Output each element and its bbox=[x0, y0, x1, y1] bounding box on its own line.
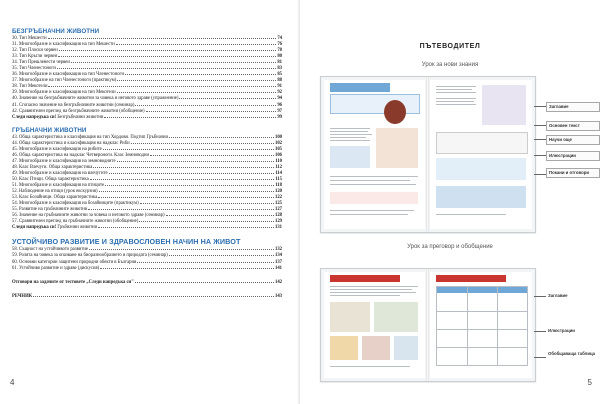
callout-line bbox=[534, 106, 546, 107]
toc-leader-dots bbox=[117, 161, 275, 162]
toc-entry-page: 122 bbox=[274, 195, 282, 201]
toc-entry-number: 51. bbox=[12, 183, 18, 189]
toc-leader-dots bbox=[98, 197, 274, 198]
toc-section-heading: ГРЪБНАЧНИ ЖИВОТНИ bbox=[12, 126, 87, 134]
toc-leader-dots bbox=[105, 185, 274, 186]
toc-leader-dots bbox=[104, 117, 276, 118]
caption-new-knowledge: Урок за нови знания bbox=[421, 62, 479, 68]
toc-leader-dots bbox=[116, 44, 277, 45]
toc-entry-page: 115 bbox=[275, 176, 282, 182]
toc-entry-page: 94 bbox=[277, 96, 282, 102]
toc-entry-page: 110 bbox=[275, 158, 282, 164]
toc-entry-title: Развитие на гръбначните животни bbox=[19, 207, 88, 213]
toc-entry-number: 61. bbox=[12, 265, 18, 271]
toc-entry-page: 112 bbox=[275, 164, 282, 170]
toc-entry-number: 47. bbox=[12, 158, 18, 164]
sample-page-left bbox=[324, 80, 425, 229]
toc-entry-title: Многообразие и класификация на тип Мекотели bbox=[19, 90, 116, 96]
toc-leader-dots bbox=[57, 68, 276, 69]
toc-entry-page: 78 bbox=[277, 48, 282, 54]
toc-entry-title: Тип Прешленести червеи bbox=[19, 60, 70, 66]
toc-leader-dots bbox=[89, 249, 274, 250]
sample-photo-4 bbox=[362, 336, 390, 360]
toc-entry-page: 120 bbox=[274, 189, 282, 195]
toc-entry-number: 35. bbox=[12, 66, 18, 72]
sample-fold bbox=[426, 77, 429, 232]
toc-leader-dots bbox=[103, 149, 274, 150]
toc-entry-title: Тип Членестоноги bbox=[19, 66, 56, 72]
toc-leader-dots bbox=[117, 80, 276, 81]
toc-leader-dots bbox=[135, 282, 274, 283]
toc-entry-number: 38. bbox=[12, 84, 18, 90]
toc-leader-dots bbox=[59, 50, 277, 51]
progress-check-topic: Безгръбначни животни bbox=[57, 114, 104, 120]
sample-spread-new-lesson bbox=[320, 76, 536, 233]
toc-entry-page: 85 bbox=[277, 72, 282, 78]
callout-title-1: Заглавие bbox=[546, 102, 600, 112]
progress-check-label: Следи напредъка си! bbox=[12, 225, 57, 231]
toc-leader-dots bbox=[48, 86, 276, 87]
toc-entry-page: 128 bbox=[274, 213, 282, 219]
sample-photo-5 bbox=[394, 336, 418, 360]
guide-title: ПЪТЕВОДИТЕЛ bbox=[419, 43, 481, 50]
callout-main-text: Основен текст bbox=[546, 121, 600, 131]
toc-entry-title: Устойчиво развитие и здраве (дискусия) bbox=[19, 265, 100, 271]
toc-entry-page: 99 bbox=[277, 114, 282, 120]
toc-entry-title: Обща характеристика на надклас Четвероноги. Клас Земноводни bbox=[19, 152, 150, 158]
toc-leader-dots bbox=[131, 143, 274, 144]
toc-entry-number: 50. bbox=[12, 176, 18, 182]
callout-questions: Покани и отговори bbox=[546, 168, 600, 178]
callout-line bbox=[534, 139, 546, 140]
progress-check-label: Следи напредъка си! bbox=[12, 114, 57, 120]
toc-entry-page: 88 bbox=[277, 78, 282, 84]
toc-entry-title: Тип Мешести bbox=[19, 36, 47, 41]
toc-entry-title: Обща характеристика и класификация на тип Хордови. Подтип Гръбначни bbox=[19, 134, 168, 140]
toc-entry-number: 34. bbox=[12, 60, 18, 66]
sample-questions bbox=[436, 186, 526, 208]
toc-entry-page: 102 bbox=[274, 140, 282, 146]
toc-entry-number: 40. bbox=[12, 96, 18, 102]
toc-entry-title: Клас Бозайници. Обща характеристика bbox=[19, 195, 98, 201]
page-number-left: 4 bbox=[10, 378, 15, 387]
callout-line bbox=[534, 155, 546, 156]
toc-entry-title: Сравнителен преглед на безгръбначните животни (обобщение) bbox=[19, 108, 145, 114]
callout-line bbox=[534, 125, 546, 126]
toc-entry-number: 42. bbox=[12, 108, 18, 114]
toc-entry-title: Клас Влечуги. Обща характеристика bbox=[19, 164, 93, 170]
toc-entry-page: 127 bbox=[274, 207, 282, 213]
toc-section-heading: УСТОЙЧИВО РАЗВИТИЕ И ЗДРАВОСЛОВЕН НАЧИН НА ЖИВОТ bbox=[12, 237, 241, 247]
toc-entry-page: 80 bbox=[277, 54, 282, 60]
toc-entry-title: Многообразие и класификация на птиците bbox=[19, 183, 105, 189]
toc-entry-number: 36. bbox=[12, 72, 18, 78]
toc-entry-number: 33. bbox=[12, 54, 18, 60]
toc-entry-page: 96 bbox=[277, 102, 282, 108]
toc-entry-page: 118 bbox=[275, 183, 282, 189]
toc-leader-dots bbox=[169, 255, 274, 256]
sample-intro-box bbox=[330, 94, 420, 114]
toc-leader-dots bbox=[125, 74, 276, 75]
toc-entry-page: 97 bbox=[277, 108, 282, 114]
toc-entry-page: 137 bbox=[274, 259, 282, 265]
toc-entry-page: 129 bbox=[274, 219, 282, 225]
toc-entry-title: Многообразие на тип Членестоноги (практикум) bbox=[19, 78, 117, 84]
toc-entry-number: 46. bbox=[12, 152, 18, 158]
toc-entry-title: Тип Мекотели bbox=[19, 84, 48, 90]
sample-page-left-2 bbox=[324, 272, 425, 378]
toc-leader-dots bbox=[98, 227, 274, 228]
callout-line bbox=[534, 357, 546, 358]
toc-entry-number: 54. bbox=[12, 201, 18, 207]
toc-section bbox=[12, 28, 282, 121]
toc-leader-dots bbox=[90, 179, 275, 180]
sample-photo-1 bbox=[330, 302, 370, 332]
toc-entry-number: 53. bbox=[12, 195, 18, 201]
sample-spread-review-lesson bbox=[320, 268, 536, 382]
toc-leader-dots bbox=[48, 38, 277, 39]
toc-entry-title: Тип Плоски червеи bbox=[19, 48, 58, 54]
toc-entry-page: 91 bbox=[277, 84, 282, 90]
toc-entry-number: 39. bbox=[12, 90, 18, 96]
sample-title-banner-3 bbox=[436, 275, 506, 282]
callout-illustrations-1: Илюстрации bbox=[546, 151, 600, 161]
toc-entry-page: 143 bbox=[274, 293, 282, 299]
toc-leader-dots bbox=[150, 155, 274, 156]
sample-note bbox=[330, 192, 418, 204]
toc-entry-title: Многообразие и класификация на рибите bbox=[19, 146, 102, 152]
sample-fold-2 bbox=[426, 269, 429, 381]
toc-leader-dots bbox=[137, 262, 274, 263]
toc-entry-page: 83 bbox=[277, 66, 282, 72]
callout-line bbox=[534, 331, 546, 332]
toc-entry-title: Многообразие и класификация на влечугите bbox=[19, 170, 108, 176]
toc-entry-number: 48. bbox=[12, 164, 18, 170]
toc-entry-number: 43. bbox=[12, 134, 18, 140]
toc-glossary[interactable] bbox=[12, 294, 282, 300]
toc-section-heading: БЕЗГРЪБНАЧНИ ЖИВОТНИ bbox=[12, 28, 100, 35]
toc-leader-dots bbox=[93, 167, 274, 168]
toc-entry-number: 52. bbox=[12, 189, 18, 195]
toc-leader-dots bbox=[166, 215, 274, 216]
toc-entry-title: Сравнителен преглед на гръбначните животни (обобщение) bbox=[19, 219, 139, 225]
toc-entry-page: 81 bbox=[277, 60, 282, 66]
toc-entry-page: 131 bbox=[274, 225, 282, 231]
toc-entry-number: 45. bbox=[12, 146, 18, 152]
sample-page-right-2 bbox=[430, 272, 532, 378]
toc-entry-title: Значение на безгръбначните животни за човека и неговото здраве (упражнение) bbox=[19, 96, 179, 102]
toc-entry-page: 132 bbox=[274, 247, 282, 253]
toc-entry-title: Многообразие и класификация на бозайниците (практикум) bbox=[19, 201, 139, 207]
toc-leader-dots bbox=[140, 203, 274, 204]
toc-entry-number: 44. bbox=[12, 140, 18, 146]
callout-line bbox=[534, 296, 546, 297]
sample-learn-more bbox=[436, 158, 526, 180]
toc-entry-title: Клас Птици. Обща характеристика bbox=[19, 176, 89, 182]
sample-illustration bbox=[384, 100, 406, 124]
table-of-contents bbox=[12, 28, 282, 300]
toc-leader-dots bbox=[146, 111, 277, 112]
toc-entry-title: Основни категории защитени природни обекти в България bbox=[19, 259, 137, 265]
page-number-right: 5 bbox=[587, 378, 592, 387]
sample-photo-2 bbox=[374, 302, 418, 332]
progress-check-topic: Гръбначни животни bbox=[57, 225, 98, 231]
toc-entry-title: Значение на гръбначните животни за човека и неговото здраве (семинар) bbox=[19, 213, 165, 219]
sample-diagram bbox=[482, 85, 526, 125]
toc-entry-number: 32. bbox=[12, 48, 18, 54]
toc-entry-page: 114 bbox=[275, 170, 282, 176]
sample-summary-table bbox=[436, 286, 528, 366]
toc-entry-title: Наблюдение на птици (урок екскурзия) bbox=[19, 189, 98, 195]
toc-section bbox=[12, 127, 282, 232]
sample-icon-row bbox=[436, 132, 528, 154]
toc-section bbox=[12, 237, 282, 271]
sample-anatomy-image bbox=[376, 128, 418, 168]
toc-entry-page: 142 bbox=[274, 279, 282, 285]
page-right bbox=[300, 0, 600, 404]
callout-learn-more: Научи още bbox=[546, 135, 600, 145]
toc-leader-dots bbox=[169, 137, 274, 138]
toc-entry-page: 76 bbox=[277, 42, 282, 48]
toc-entry-number: 30. bbox=[12, 36, 18, 41]
toc-entry-number: 31. bbox=[12, 42, 18, 48]
callout-line bbox=[534, 174, 546, 175]
toc-entry-number: 49. bbox=[12, 170, 18, 176]
toc-entry-title: Многообразие и класификация на тип Мешести bbox=[19, 42, 115, 48]
toc-entry-number: 60. bbox=[12, 259, 18, 265]
toc-leader-dots bbox=[135, 105, 276, 106]
toc-entry-number: 41. bbox=[12, 102, 18, 108]
toc-leader-dots bbox=[109, 173, 275, 174]
toc-leader-dots bbox=[179, 98, 276, 99]
toc-entry-number: 59. bbox=[12, 253, 18, 259]
toc-entry-title: Обща характеристика и класификация на надклас Риби bbox=[19, 140, 130, 146]
toc-leader-dots bbox=[117, 92, 277, 93]
toc-entry-title: Отговори на задачите от тестовете „Следи напредъка си" bbox=[12, 279, 134, 285]
toc-entry-page: 125 bbox=[274, 201, 282, 207]
toc-leader-dots bbox=[139, 221, 274, 222]
toc-entry-title: Ролята на човека за опазване на биоразнообразието в природата (семинар) bbox=[19, 253, 168, 259]
toc-entry-title: Многообразие и класификация на земноводните bbox=[19, 158, 116, 164]
caption-review-lesson: Урок за преговор и обобщение bbox=[407, 244, 493, 250]
toc-leader-dots bbox=[71, 62, 276, 63]
toc-leader-dots bbox=[100, 268, 274, 269]
sample-photo-3 bbox=[330, 336, 358, 360]
toc-leader-dots bbox=[33, 296, 274, 297]
callout-illustrations-2: Илюстрации bbox=[548, 328, 575, 333]
sample-blue-panel bbox=[330, 146, 370, 168]
toc-entry-number: 58. bbox=[12, 247, 18, 253]
toc-entry-page: 74 bbox=[277, 36, 282, 41]
toc-entry-number: 37. bbox=[12, 78, 18, 84]
toc-entry-page: 92 bbox=[277, 90, 282, 96]
toc-entry-title: РЕЧНИК bbox=[12, 293, 33, 299]
callout-title-2: Заглавие bbox=[548, 293, 568, 298]
callout-summary-table: Обобщаваща таблица bbox=[548, 351, 596, 356]
toc-entry-page: 106 bbox=[274, 152, 282, 158]
toc-entry-page: 134 bbox=[274, 253, 282, 259]
toc-leader-dots bbox=[88, 209, 274, 210]
sample-title-banner bbox=[330, 83, 390, 92]
toc-entry-number: 57. bbox=[12, 219, 18, 225]
toc-entry-title: Сгопасно значение на безгръбначните животни (семинар) bbox=[19, 102, 135, 108]
toc-entry-page: 105 bbox=[274, 146, 282, 152]
sample-title-banner-2 bbox=[330, 275, 400, 282]
toc-leader-dots bbox=[99, 191, 274, 192]
toc-entry-title: Същност на устойчивото развитие bbox=[19, 247, 88, 253]
toc-entry-number: 56. bbox=[12, 213, 18, 219]
toc-entry-page: 100 bbox=[274, 134, 282, 140]
toc-entry-number: 55. bbox=[12, 207, 18, 213]
toc-entry-title: Многообразие и класификация на тип Членестоноги bbox=[19, 72, 124, 78]
toc-entry-page: 141 bbox=[274, 265, 282, 271]
toc-entry-title: Тип Кръгли червеи bbox=[19, 54, 58, 60]
toc-leader-dots bbox=[58, 56, 276, 57]
sample-page-right bbox=[430, 80, 532, 229]
